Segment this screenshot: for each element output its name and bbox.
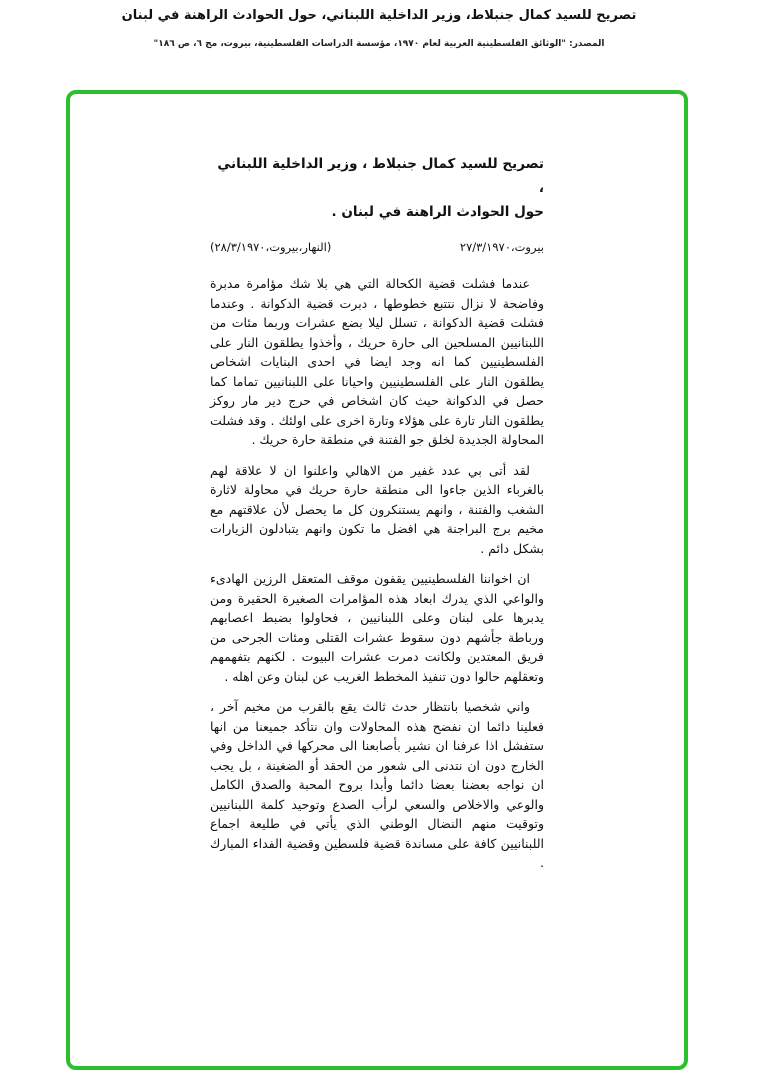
body-paragraph: عندما فشلت قضية الكحالة التي هي بلا شك مؤامرة مدبرة وفاضحة لا نزال نتتبع خطوطها ، دبرت قضية الدكوانة . وعندما فشلت قضية الدكوانة ، تسلل ليلا بضع عشرات وربما مئات من اللبنانيين المسلحين الى حارة حريك ، وأخذوا يطلقون النار على الفلسطينيين كما انه وجد ايضا في احدى البنايات اشخاص يطلقون النار على الفلسطينيين واحيانا على اللبنانيين تماما كما حصل في الدكوانة حيث كان اشخاص في حرج دير مار روكز يطلقون النار تارة على هؤلاء وتارة اخرى على اولئك . وقد فشلت المحاولة الجديدة لخلق جو الفتنة في منطقة حارة حريك .	[210, 276, 544, 447]
page-header	[0, 0, 758, 49]
document-content	[210, 152, 544, 873]
document-title	[210, 152, 544, 224]
body-paragraph: ان اخواننا الفلسطينيين يقفون موقف المتعقل الرزين الهادىء والواعي الذي يدرك ابعاد هذه المؤامرات الصغيرة الحقيرة ومن يدبرها على لبنان وعلى اللبنانيين ، فحاولوا بضبط اعصابهم ورباطة جأشهم دون سقوط عشرات القتلى ومئات الجرحى من فريق المعتدين ولكانت دمرت عشرات البيوت . لكنهم بتفهمهم وتعقلهم حالوا دون تنفيذ المخطط الغريب عن لبنان وعن اهله .	[210, 571, 544, 684]
dateline	[210, 240, 544, 254]
document-body	[210, 274, 544, 873]
page-header-source: المصدر: "الوثائق الفلسطينية العربية لعام ١٩٧٠، مؤسسة الدراسات الفلسطينية، بيروت، مج ٦، ص ١٨٦"	[153, 39, 605, 49]
page-header-title: تصريح للسيد كمال جنبلاط، وزير الداخلية اللبناني، حول الحوادث الراهنة في لبنان	[121, 8, 637, 23]
document-title-line-1: تصريح للسيد كمال جنبلاط ، وزير الداخلية اللبناني ،	[217, 156, 544, 196]
document-frame	[66, 90, 688, 1070]
dateline-place: بيروت،٢٧/٣/١٩٧٠	[459, 240, 544, 254]
document-title-line-2: حول الحوادث الراهنة في لبنان .	[331, 204, 544, 220]
body-paragraph: لقد أتى بي عدد غفير من الاهالي واعلنوا ان لا علاقة لهم بالغرباء الذين جاءوا الى منطقة حارة حريك في محاولة لاثارة الشغب والفتنة ، وانهم يستنكرون كل ما يحصل لأن علاقتهم مع مخيم برج البراجنة هي افضل ما تكون وانهم يتبادلون الزيارات بشكل دائم .	[210, 462, 544, 556]
dateline-source: (النهار،بيروت،٢٨/٣/١٩٧٠)	[210, 240, 332, 254]
body-paragraph: واني شخصيا بانتظار حدث ثالث يقع بالقرب من مخيم آخر ، فعلينا دائما ان نفضح هذه المحاولات وان نتأكد جميعنا من انها ستفشل اذا عرفنا ان نشير بأصابعنا الى محركها في الداخل وفي الخارج دون ان نتدنى الى شعور من الحقد أو الضغينة ، بل يجب ان نواجه بعضنا بعضا دائما وأبدا بروح المحبة والصدق الكامل والوعي والاخلاص والسعي لرأب الصدع وتوحيد كلمة اللبنانيين وتوقيت منهم النضال الوطني الذي يأتي في طليعة اجماع اللبنانيين كافة على مساندة قضية فلسطين وقضية الفداء المبارك .	[210, 699, 544, 870]
